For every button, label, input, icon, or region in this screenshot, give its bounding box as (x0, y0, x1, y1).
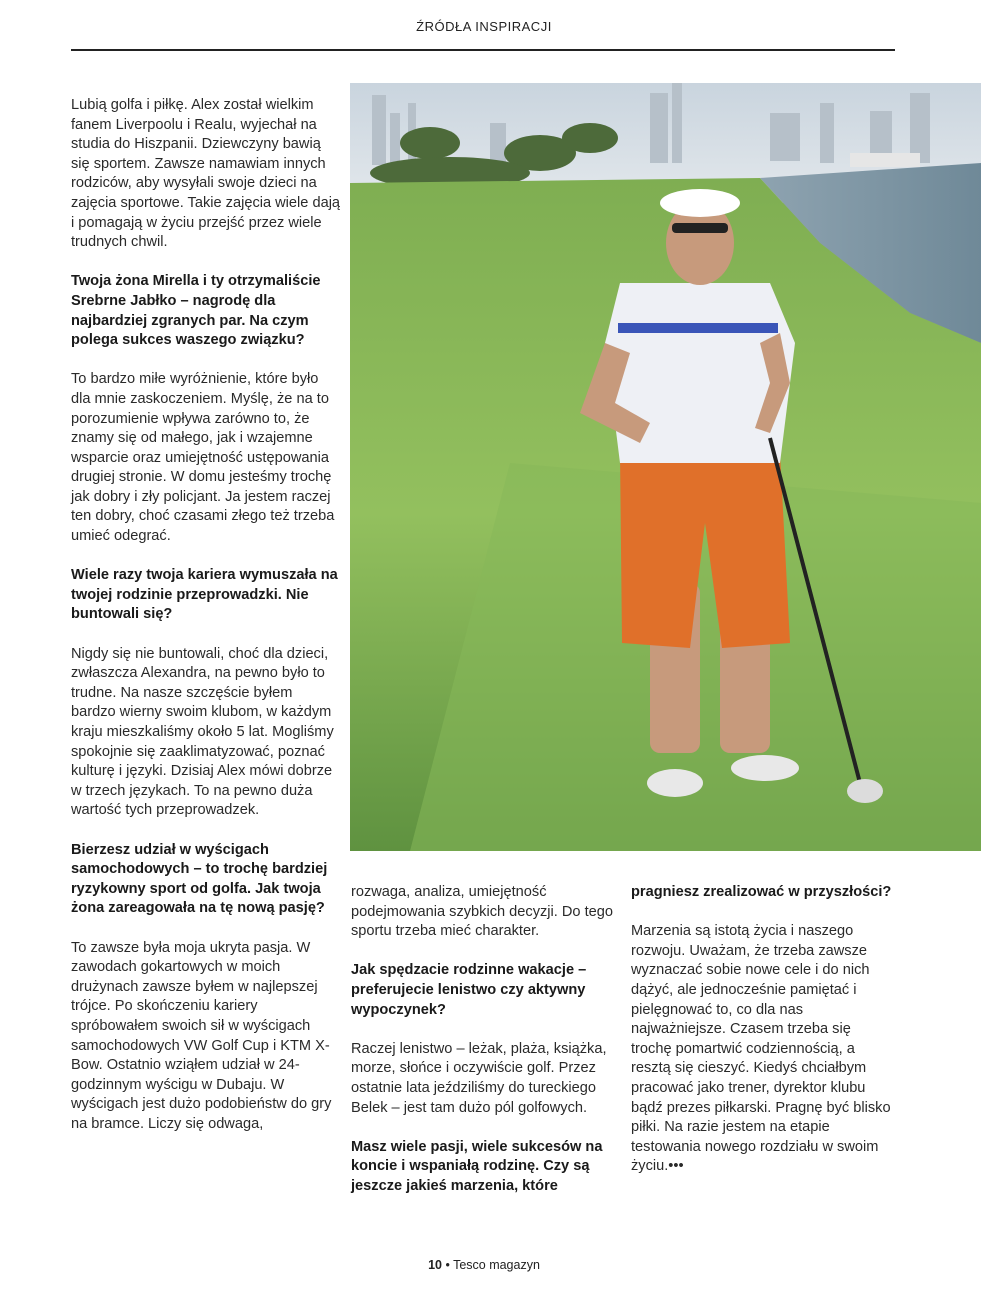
golfer-photo (350, 83, 981, 851)
interview-answer: Nigdy się nie buntowali, choć dla dzieci, zwłaszcza Alexandra, na pewno było to trudne. Na nasze szczęście byłem bardzo wierny swoim klubom, w każdym kraju mieszkaliśmy około 5 lat. Mogliśmy spokojnie się zaaklimatyzować, poznać kulturę i języki. Dzisiaj Alex mówi dobrze w trzech językach. To na pewno duża wartość tych przeprowadzek. (71, 645, 334, 819)
interview-question: Bierzesz udział w wyścigach samochodowych – to trochę bardziej ryzykowny sport od golfa. Jak twoja żona zareagowała na tę nową pasję? (71, 841, 328, 917)
interview-question: Masz wiele pasji, wiele sukcesów na koncie i wspaniałą rodzinę. Czy są jeszcze jakieś marzenia, które (351, 1138, 603, 1194)
interview-answer: Marzenia są istotą życia i naszego rozwoju. Uważam, że trzeba zawsze wyznaczać sobie nowe cele i do nich dążyć, ale jednocześnie pamiętać i pielęgnować to, co dla nas najważniejsze. Czasem trzeba się trochę pomartwić codziennością, a resztą się cieszyć. Kiedyś chciałbym pracować jako trener, dyrektor klubu bądź prezes piłkarski. Pragnę być blisko piłki. Na razie jestem na etapie testowania nowego rozdziału w swoim życiu.••• (631, 923, 891, 1175)
interview-answer: Raczej lenistwo – leżak, plaża, książka, morze, słońce i oczywiście golf. Przez ostatnie lata jeździliśmy do tureckiego Belek – jest tam dużo pól golfowych. (351, 1040, 607, 1116)
page-footer (0, 1258, 968, 1272)
interview-question: Wiele razy twoja kariera wymuszała na twojej rodzinie przeprowadzki. Nie buntowali się? (71, 567, 338, 623)
text-column-1 (71, 96, 341, 1154)
page-number: 10 (428, 1258, 442, 1272)
interview-answer: To bardzo miłe wyróżnienie, które było dla mnie zaskoczeniem. Myślę, że na to porozumienie wpływa zarówno to, że znamy się od małego, jak i wzajemne wsparcie oraz umiejętność ustępowania drugiej stronie. W domu jesteśmy trochę jak dobry i zły policjant. Ja jestem raczej ten dobry, choć czasami złego też trzeba umieć odegrać. (71, 371, 335, 545)
interview-answer: Lubią golfa i piłkę. Alex został wielkim fanem Liverpoolu i Realu, wyjechał na studia do Hiszpanii. Dziewczyny bawią się sportem. Zawsze namawiam innych rodziców, aby wysyłali swoje dzieci na zajęcia sportowe. Takie zajęcia wiele dają i pomagają w życiu przejść przez wiele trudnych chwil. (71, 97, 341, 251)
interview-question: Twoja żona Mirella i ty otrzymaliście Srebrne Jabłko – nagrodę dla najbardziej zgranych par. Na czym polega sukces waszego związku? (71, 273, 321, 349)
text-column-2 (351, 883, 615, 1216)
interview-question: pragniesz zrealizować w przyszłości? (631, 884, 892, 900)
header-divider (71, 49, 895, 51)
interview-answer: rozwaga, analiza, umiejętność podejmowania szybkich decyzji. Do tego sportu trzeba mieć charakter. (351, 884, 614, 940)
interview-answer: To zawsze była moja ukryta pasja. W zawodach gokartowych w moich drużynach zawsze byłem w najlepszej trójce. Po skończeniu kariery spróbowałem swoich sił w wyścigach samochodowych VW Golf Cup i KTM X-Bow. Ostatnio wziąłem udział w 24-godzinnym wyścigu w Dubaju. W wyścigach jest dużo podobieństw do gry na bramce. Liczy się odwaga, (71, 939, 332, 1132)
interview-question: Jak spędzacie rodzinne wakacje – preferujecie lenistwo czy aktywny wypoczynek? (351, 962, 587, 1018)
text-column-3 (631, 883, 895, 1197)
section-title: ŹRÓDŁA INSPIRACJI (416, 19, 552, 34)
magazine-name: • Tesco magazyn (441, 1258, 540, 1272)
